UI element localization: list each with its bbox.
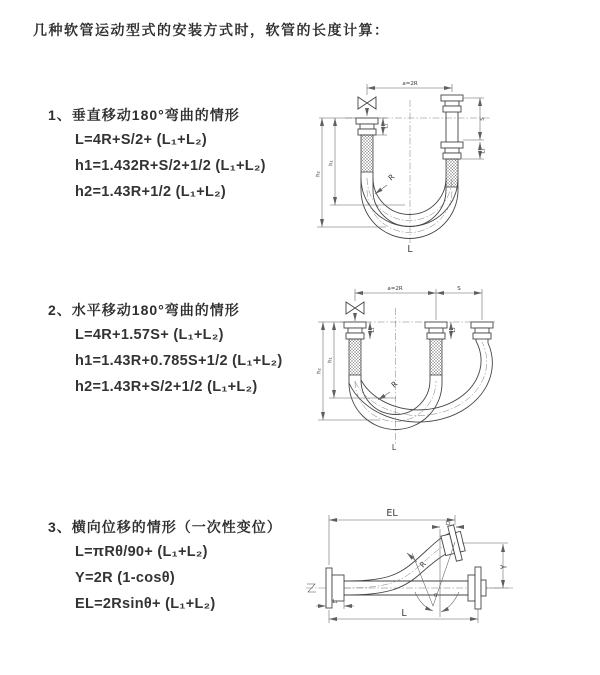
section-1 (48, 105, 266, 205)
dim-span-label: a=2R (402, 81, 418, 87)
valve-icon (358, 97, 376, 116)
dim-travel-label: S (480, 117, 486, 121)
formula-line: h1=1.43R+0.785S+1/2 (L₁+L₂) (75, 353, 283, 369)
dim-end1-label: L₁ (332, 599, 338, 605)
flange-right-lower (441, 142, 463, 190)
braided-hose (361, 135, 373, 172)
radius-label: R (389, 379, 400, 390)
dim-h2-label: h₂ (316, 368, 323, 374)
dim-end2-label: L₂ (480, 148, 487, 154)
formula-line: L=πRθ/90+ (L₁+L₂) (75, 544, 208, 560)
section-2-heading: 2、水平移动180°弯曲的情形 (48, 302, 240, 318)
dim-el-label: EL (386, 508, 398, 519)
flange-left (344, 322, 366, 383)
diagram-vertical-180 (310, 75, 540, 255)
section-3 (48, 517, 282, 617)
length-label: L (391, 443, 397, 452)
braided-hose (446, 159, 458, 187)
flange-left (356, 118, 378, 172)
section-1-heading: 1、垂直移动180°弯曲的情形 (48, 107, 240, 123)
hose-bend (361, 178, 458, 239)
hose-bend (349, 341, 492, 430)
formula-line: L=4R+S/2+ (L₁+L₂) (75, 132, 207, 148)
flange-right (468, 567, 486, 609)
formula-line: Y=2R (1-cosθ) (75, 570, 175, 586)
braided-hose (430, 339, 442, 375)
flange-upper-tilted (439, 524, 467, 564)
dim-h1-label: h₁ (328, 160, 335, 166)
dim-h1-label: h₁ (327, 357, 334, 363)
dim-offset-label: Y (499, 564, 509, 570)
diagram-horizontal-180 (310, 280, 540, 465)
braided-hose (349, 339, 361, 375)
dim-travel-label: S (457, 286, 461, 292)
section-3-heading: 3、横向位移的情形（一次性变位） (48, 519, 282, 535)
flange-right-upper (441, 95, 463, 142)
dim-end1-label: L₁ (383, 123, 390, 129)
formula-line: EL=2Rsinθ+ (L₁+L₂) (75, 596, 216, 612)
length-label: L (401, 608, 407, 619)
flange-right (471, 322, 493, 343)
formula-line: L=4R+1.57S+ (L₁+L₂) (75, 327, 224, 343)
angle-label: θ (434, 593, 438, 599)
page-title: 几种软管运动型式的安装方式时，软管的长度计算： (33, 22, 390, 38)
flange-middle (425, 322, 447, 383)
diagram-lateral-displacement (300, 495, 565, 655)
radius-label: R (386, 172, 397, 183)
formula-line: h2=1.43R+S/2+1/2 (L₁+L₂) (75, 379, 258, 395)
dim-end2-label: L₂ (451, 327, 457, 333)
dim-end1-label: L₁ (370, 327, 376, 333)
hose-displaced (344, 533, 456, 595)
dim-h2-label: h₂ (315, 171, 322, 177)
valve-icon (346, 302, 364, 321)
dim-span-label: a=2R (387, 286, 403, 292)
length-label: L (407, 244, 413, 255)
dim-end2-label: L₂ (445, 520, 451, 527)
formula-line: h1=1.432R+S/2+1/2 (L₁+L₂) (75, 158, 266, 174)
radius-label: R (417, 559, 428, 570)
section-2 (48, 300, 283, 400)
formula-line: h2=1.43R+1/2 (L₁+L₂) (75, 184, 227, 200)
